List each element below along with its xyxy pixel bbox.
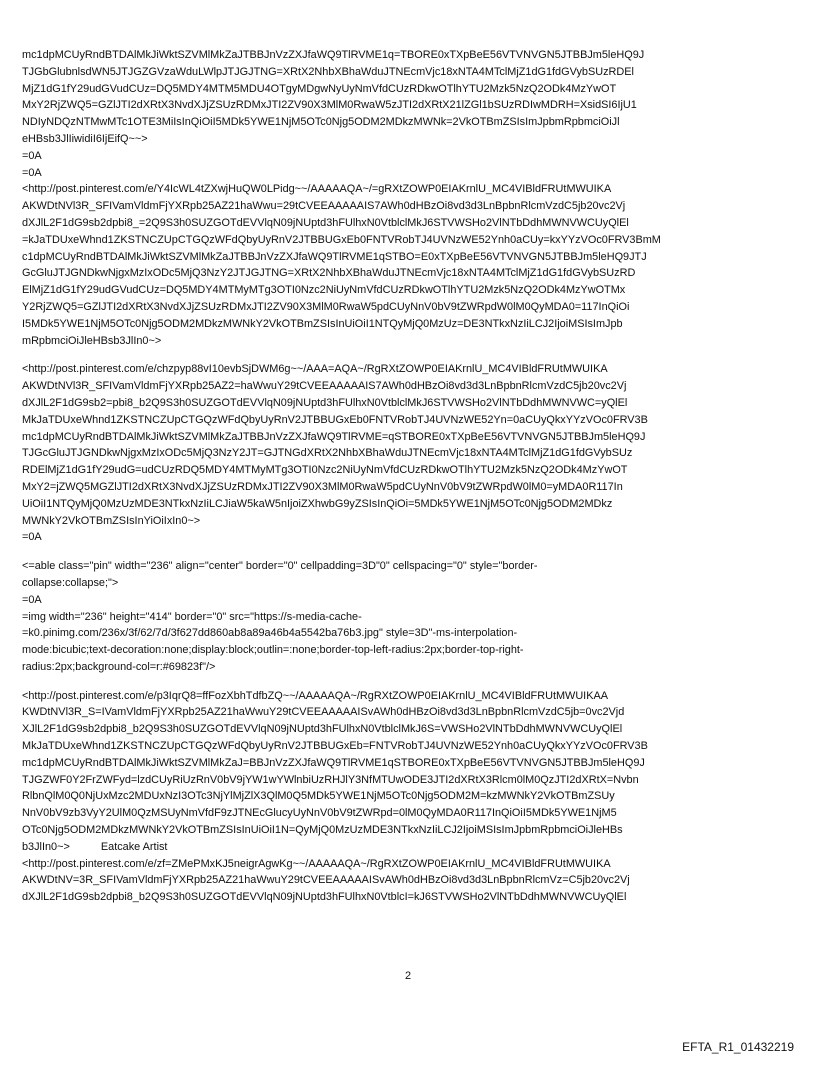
paragraph-gap [22, 676, 802, 688]
text-line: mc1dpMCUyRndBTDAlMkJiWktSZVMlMkZaJTBBJnVzZXJfaWQ9TlRVME1q=TBORE0xTXpBeE56VTVNVGN5JTBBJm5leHQ9J [22, 49, 645, 61]
text-line: mc1dpMCUyRndBTDAlMkJiWktSZVMlMkZaJTBBJnVzZXJfaWQ9TlRVME=qSTBORE0xTXpBeE56VTVNVGN5JTBBJm5leHQ9J [22, 430, 646, 443]
text-line: =k0.pinimg.com/236x/3f/62/7d/3f627dd860ab8a89a46b4a5542ba76b3.jpg" style=3D"-ms-interpolation- [22, 627, 518, 640]
text-line: KWDtNVl3R_S=IVamVldmFjYXRpb25AZ21haWwuY29tCVEEAAAAAISvAWh0dHBzOi8vd3d3LnBpbnRlcmVzdC5jb=0vc2Vjd [22, 706, 625, 719]
text-line: AKWDtNVl3R_SFIVamVldmFjYXRpb25AZ21haWwu=29tCVEEAAAAAIS7AWh0dHBzOi8vd3d3LnBpbnRlcmVzdC5jb20vc2Vj [22, 200, 626, 213]
text-line: ElMjZ1dG1fY29udGVudCUz=DQ5MDY4MTMyMTg3OTI0Nzc2NiUyNmVfdCUzRDkwOTlhYTU2Mzk5NzQ2ODk4MzYwOTMx [22, 284, 626, 297]
pinterest-link-block-4 [22, 856, 802, 906]
text-line: dXJlL2F1dG9sb2dpbi8_b2Q9S3h0SUZGOTdEVVlqN09jNUptd3hFUlhxN0VtblcI=kJ6STVWSHo2VlNTbDdhMWNVWCUyQlEl [22, 891, 627, 904]
pinterest-link-block-1 [22, 181, 802, 349]
paragraph-gap [22, 546, 802, 558]
text-line: RDElMjZ1dG1fY29udG=udCUzRDQ5MDY4MTMyMTg3OTI0Nzc2NiUyNmVfdCUzRDkwOTlhYTU2Mzk5NzQ2ODk4MzYwOT [22, 464, 628, 477]
email-source-text [22, 47, 802, 906]
text-line: mode:bicubic;text-decoration:none;display:block;outlin=:none;border-top-left-radius:2px;border-top-right- [22, 644, 524, 657]
text-line: MkJaTDUxeWhnd1ZKSTNCZUpCTGQzWFdQbyUyRnV2JTBBUGxEb=FNTVRobTJ4UVNzWE52Ynh0aCUyQkxYYzVOc0FRV3B [22, 740, 648, 753]
text-line: c1dpMCUyRndBTDAlMkJiWktSZVMlMkZaJTBBJnVzZXJfaWQ9TlRVME1qSTBO=E0xTXpBeE56VTVNVGN5JTBBJm5leHQ9JTJ [22, 250, 647, 263]
text-fragment: b3JlIn0~> [22, 840, 70, 853]
text-line: dXJlL2F1dG9sb2=pbi8_b2Q9S3h0SUZGOTdEVVlqN09jNUptd3hFUlhxN0VtblclMkJ6STVWSHo2VlNTbDdhMWNVWC=yQlEl [22, 396, 628, 409]
pinterest-link-block-2 [22, 361, 802, 529]
text-line [22, 839, 802, 856]
line-feed-marker: =0A [22, 531, 42, 544]
text-line: <http://post.pinterest.com/e/chzpyp88vI10evbSjDWM6g~~/AAA=AQA~/RgRXtZOWP0EIAKrnlU_MC4VIBldFRUtMWUIKA [22, 363, 608, 376]
text-line: MxY2=jZWQ5MGZlJTI2dXRtX3NvdXJjZSUzRDMxJTI2ZV90X3MlM0RwaW5pdCUyNnV0bV9tZWRpdW0lM0=yMDA0R117In [22, 480, 623, 493]
text-line: XJlL2F1dG9sb2dpbi8_b2Q9S3h0SUZGOTdEVVlqN09jNUptd3hFUlhxN0VtblclMkJ6S=VWSHo2VlNTbDdhMWNVWCUyQlEl [22, 723, 623, 736]
text-line: <http://post.pinterest.com/e/p3IqrQ8=ffFozXbhTdfbZQ~~/AAAAAQA~/RgRXtZOWP0EIAKrnlU_MC4VIBldFRUtMWUIKAA [22, 689, 608, 702]
text-line: mRpbmciOiJleHBsb3JlIn0~> [22, 334, 162, 347]
text-line: dXJlL2F1dG9sb2dpbi8_=2Q9S3h0SUZGOTdEVVlqN09jNUptd3hFUlhxN0VtblclMkJ6STVWSHo2VlNTbDdhMWNVWCUyQlEl [22, 216, 629, 229]
text-line: NDIyNDQzNTMwMTc1OTE3MiIsInQiOiI5MDk5YWE1NjM5OTc0Njg5ODM2MDkzMWNk=2VkOTBmZSIsImJpbmRpbmciOiJl [22, 116, 620, 129]
text-line: UiOiI1NTQyMjQ0MzUzMDE3NTkxNzIiLCJiaW5kaW5nIjoiZXhwbG9yZSIsInQiOi=5MDk5YWE1NjM5OTc0Njg5ODM2MDkz [22, 497, 613, 510]
text-line: RlbnQlM0Q0NjUxMzc2MDUxNzI3OTc3NjYlMjZlX3QlM0Q5MDk5YWE1NjM5OTc0Njg5ODM2M=kzMWNkY2VkOTBmZSUy [22, 790, 615, 803]
text-line: =kJaTDUxeWhnd1ZKSTNCZUpCTGQzWFdQbyUyRnV2JTBBUGxEb0FNTVRobTJ4UVNzWE52Ynh0aCUy=kxYYzVOc0FRV3BmM [22, 233, 661, 246]
text-line: MkJaTDUxeWhnd1ZKSTNCZUpCTGQzWFdQbyUyRnV2JTBBUGxEb0FNTVRobTJ4UVNzWE52Yn=0aCUyQkxYYzVOc0FRV3B [22, 413, 648, 426]
text-line: TJGZWF0Y2FrZWFyd=lzdCUyRiUzRnV0bV9jYW1wYWlnbiUzRHJlY3NfMTUwODE3JTI2dXRtX3Rlcm0lM0QzJTI2dXRtX=Nvbn [22, 773, 639, 786]
text-line: radius:2px;background-col=r:#69823f"/> [22, 660, 216, 673]
encoded-url-block-1 [22, 47, 802, 148]
text-line: AKWDtNV=3R_SFIVamVldmFjYXRpb25AZ21haWwuY29tCVEEAAAAAISvAWh0dHBzOi8vd3d3LnBpbnRlcmVz=C5jb20vc2Vj [22, 874, 630, 887]
text-line: AKWDtNVl3R_SFIVamVldmFjYXRpb25AZ2=haWwuY29tCVEEAAAAAIS7AWh0dHBzOi8vd3d3LnBpbnRlcmVzdC5jb20vc2Vj [22, 380, 627, 393]
page-number: 2 [404, 970, 412, 982]
pin-title-eatcake-artist: Eatcake Artist [100, 840, 168, 853]
text-line: MxY2RjZWQ5=GZlJTI2dXRtX3NvdXJjZSUzRDMxJTI2ZV90X3MlM0RwaW5zJTI2dXRtX21lZGl1bSUzRDIwMDRH=XsidSI6IjU1 [22, 99, 637, 112]
text-line: Y2RjZWQ5=GZlJTI2dXRtX3NvdXJjZSUzRDMxJTI2ZV90X3MlM0RwaW5pdCUyNnV0bV9tZWRpdW0lM0QyMDA0=117InQiOi [22, 300, 630, 313]
pinterest-link-block-3 [22, 688, 802, 856]
text-line: =img width="236" height="414" border="0" src="https://s-media-cache- [22, 610, 362, 623]
text-line: TJGcGluJTJGNDkwNjgxMzIxODc5MjQ3NzY2JT=GJTNGdXRtX2NhbXBhaWduJTNEcmVjc18xNTA4MTclMjZ1dG1fdGVybSUz [22, 447, 633, 460]
html-table-markup-block [22, 558, 802, 676]
text-line: <http://post.pinterest.com/e/zf=ZMePMxKJ5neigrAgwKg~~/AAAAAQA~/RgRXtZOWP0EIAKrnlU_MC4VIBldFRUtMWUIKA [22, 857, 611, 870]
text-line: <=able class="pin" width="236" align="center" border="0" cellpadding=3D"0" cellspacing="0" style="border- [22, 560, 538, 573]
text-line: TJGbGlubnlsdWN5JTJGZGVzaWduLWlpJTJGJTNG=XRtX2NhbXBhaWduJTNEcmVjc18xNTA4MTclMjZ1dG1fdGVybSUzRDEl [22, 65, 634, 78]
text-line: <http://post.pinterest.com/e/Y4IcWL4tZXwjHuQW0LPidg~~/AAAAAQA~/=gRXtZOWP0EIAKrnlU_MC4VIBldFRUtMWUIKA [22, 183, 612, 196]
text-line: MWNkY2VkOTBmZSIsInYiOiIxIn0~> [22, 514, 201, 527]
text-line: =0A [22, 593, 42, 606]
text-line: collapse:collapse;"> [22, 576, 119, 589]
line-feed-marker: =0A [22, 149, 42, 162]
text-line: MjZ1dG1fY29udGVudCUz=DQ5MDY4MTM5MDU4OTgyMDgwNyUyNmVfdCUzRDkwOTlhYTU2Mzk5NzQ2ODk4MzYwOT [22, 82, 617, 95]
text-line: NnV0bV9zb3VyY2UlM0QzMSUyNmVfdF9zJTNEcGlucyUyNnV0bV9tZWRpd=0lM0QyMDA0R117InQiOiI5MDk5YWE1NjM5 [22, 807, 617, 820]
text-line: mc1dpMCUyRndBTDAlMkJiWktSZVMlMkZaJ=BBJnVzZXJfaWQ9TlRVME1qSTBORE0xTXpBeE56VTVNVGN5JTBBJm5leHQ9J [22, 756, 645, 769]
document-id-footer: EFTA_R1_01432219 [682, 1040, 794, 1054]
text-line: I5MDk5YWE1NjM5OTc0Njg5ODM2MDkzMWNkY2VkOTBmZSIsInUiOiI1NTQyMjQ0MzUz=DE3NTkxNzIiLCJ2IjoiMSIsImJpb [22, 317, 623, 330]
line-feed-marker: =0A [22, 166, 42, 179]
text-line: eHBsb3JlIiwidiI6IjEifQ~~> [22, 132, 148, 145]
text-line: GcGluJTJGNDkwNjgxMzIxODc5MjQ3NzY2JTJGJTNG=XRtX2NhbXBhaWduJTNEcmVjc18xNTA4MTclMjZ1dG1fdGVybSUzRD [22, 267, 636, 280]
paragraph-gap [22, 349, 802, 361]
text-line: OTc0Njg5ODM2MDkzMWNkY2VkOTBmZSIsInUiOiI1N=QyMjQ0MzUzMDE3NTkxNzIiLCJ2IjoiMSIsImJpbmRpbmciOiJleHBs [22, 824, 623, 837]
